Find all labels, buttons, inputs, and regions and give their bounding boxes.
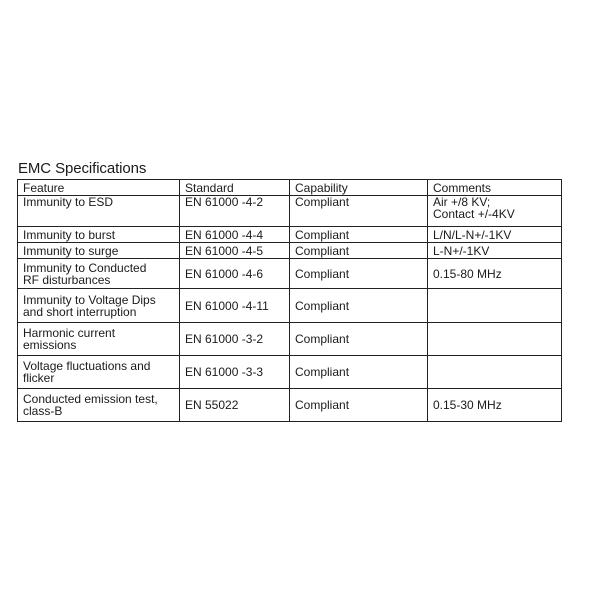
table-row — [18, 227, 562, 243]
emc-spec-table — [17, 179, 562, 422]
comments-cell: L-N+/-1KV — [428, 243, 562, 259]
capability-cell: Compliant — [290, 356, 428, 389]
section-title: EMC Specifications — [18, 160, 147, 177]
comments-cell: Air +/8 KV; Contact +/-4KV — [428, 196, 562, 227]
table-header-row — [18, 180, 562, 196]
column-header-standard: Standard — [180, 180, 290, 196]
feature-cell: Harmonic current emissions — [18, 323, 180, 356]
table-row — [18, 196, 562, 227]
column-header-feature: Feature — [18, 180, 180, 196]
standard-cell: EN 61000 -3-3 — [180, 356, 290, 389]
comments-cell: 0.15-30 MHz — [428, 389, 562, 422]
feature-cell: Immunity to Voltage Dips and short interruption — [18, 289, 180, 323]
standard-cell: EN 61000 -3-2 — [180, 323, 290, 356]
column-header-comments: Comments — [428, 180, 562, 196]
comments-cell: L/N/L-N+/-1KV — [428, 227, 562, 243]
capability-cell: Compliant — [290, 323, 428, 356]
feature-cell: Immunity to burst — [18, 227, 180, 243]
comments-cell — [428, 289, 562, 323]
feature-cell: Immunity to Conducted RF disturbances — [18, 259, 180, 289]
capability-cell: Compliant — [290, 243, 428, 259]
table-row — [18, 259, 562, 289]
table-row — [18, 243, 562, 259]
feature-cell: Immunity to ESD — [18, 196, 180, 227]
capability-cell: Compliant — [290, 259, 428, 289]
capability-cell: Compliant — [290, 389, 428, 422]
table-row — [18, 389, 562, 422]
comments-cell — [428, 323, 562, 356]
feature-cell: Conducted emission test, class-B — [18, 389, 180, 422]
column-header-capability: Capability — [290, 180, 428, 196]
standard-cell: EN 61000 -4-2 — [180, 196, 290, 227]
table-row — [18, 289, 562, 323]
feature-cell: Voltage fluctuations and flicker — [18, 356, 180, 389]
table-row — [18, 323, 562, 356]
feature-cell: Immunity to surge — [18, 243, 180, 259]
table-row — [18, 356, 562, 389]
comments-cell — [428, 356, 562, 389]
capability-cell: Compliant — [290, 289, 428, 323]
comments-cell: 0.15-80 MHz — [428, 259, 562, 289]
capability-cell: Compliant — [290, 196, 428, 227]
standard-cell: EN 61000 -4-6 — [180, 259, 290, 289]
standard-cell: EN 61000 -4-4 — [180, 227, 290, 243]
capability-cell: Compliant — [290, 227, 428, 243]
standard-cell: EN 55022 — [180, 389, 290, 422]
standard-cell: EN 61000 -4-11 — [180, 289, 290, 323]
standard-cell: EN 61000 -4-5 — [180, 243, 290, 259]
